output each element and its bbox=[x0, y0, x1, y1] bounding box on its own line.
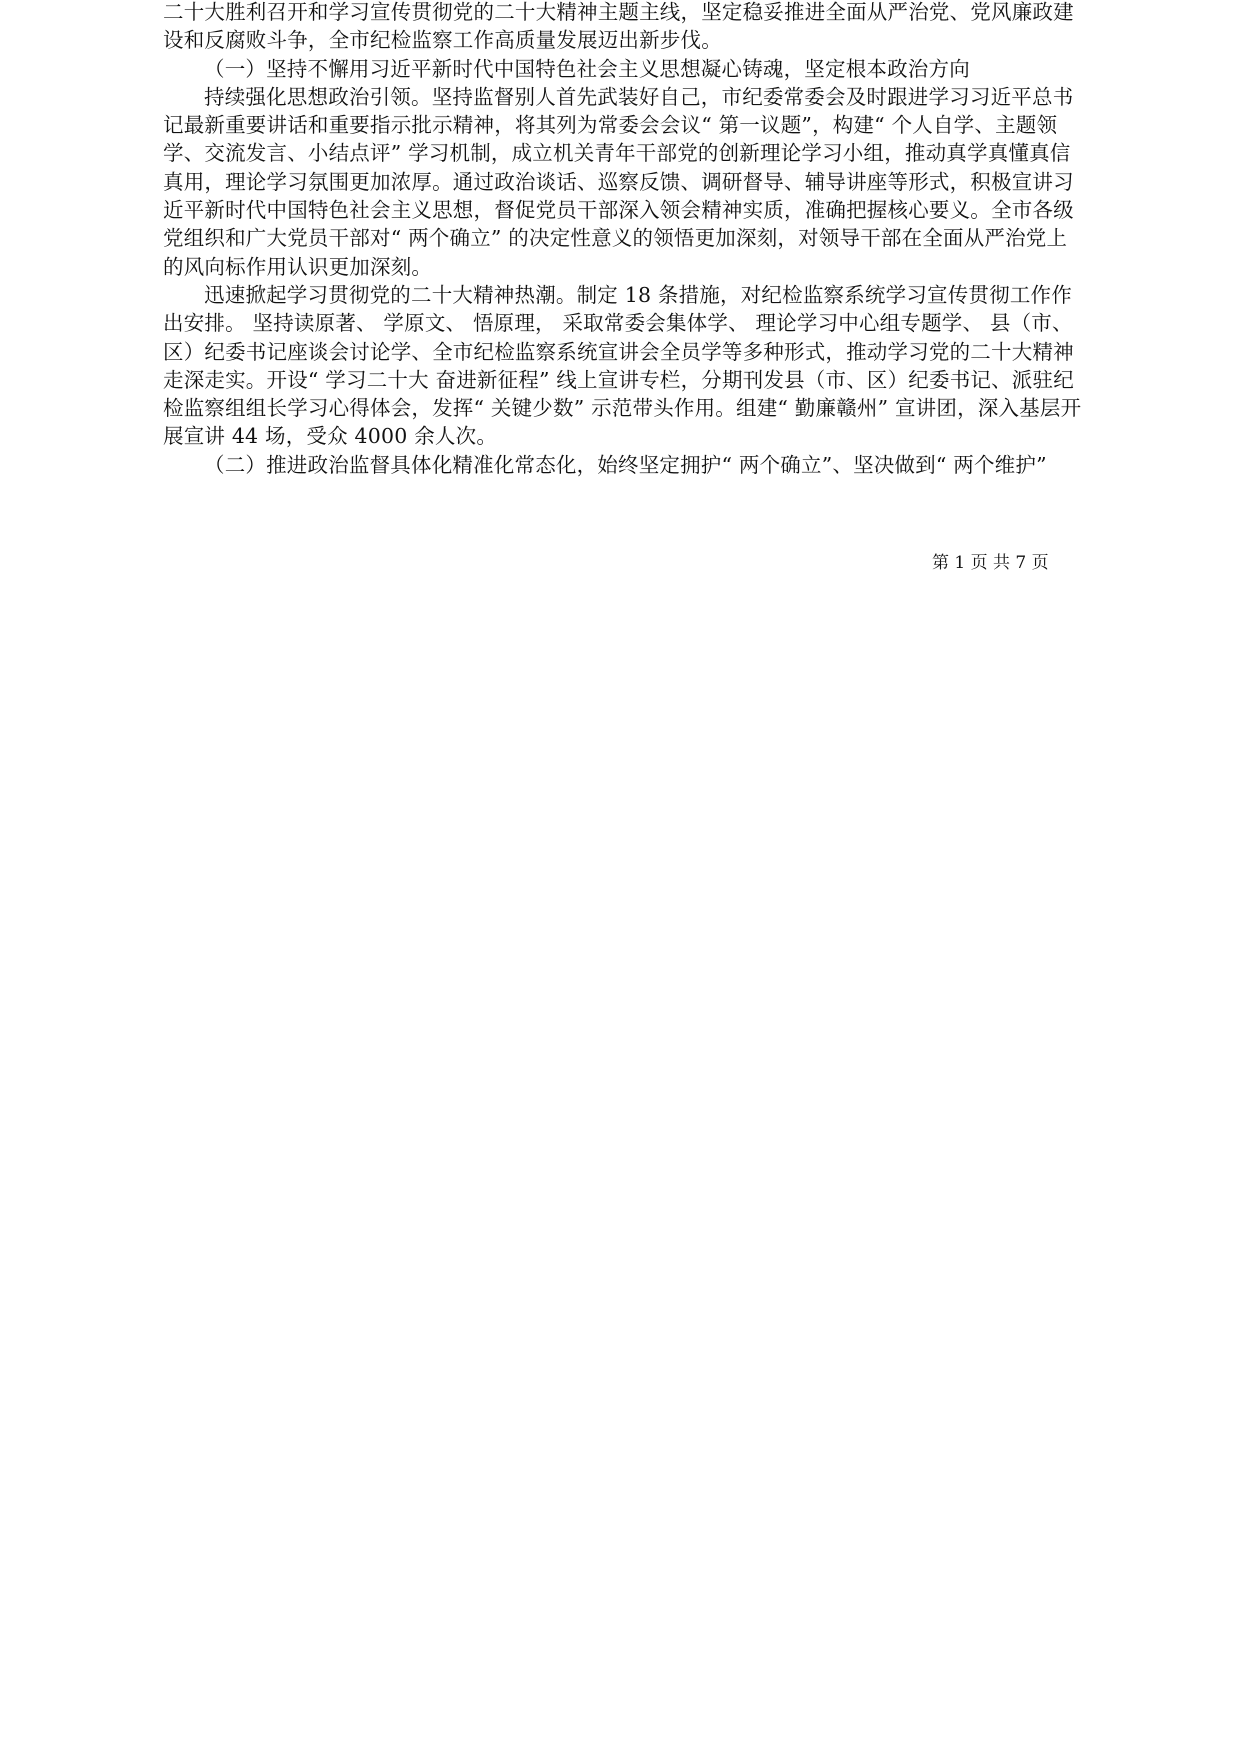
section-heading-1: （一）坚持不懈用习近平新时代中国特色社会主义思想凝心铸魂，坚定根本政治方向 bbox=[204, 56, 970, 81]
page-number: 第 1 页 共 7 页 bbox=[932, 553, 1049, 573]
section-heading-2: （二）推进政治监督具体化精准化常态化，始终坚定拥护“ 两个确立”、坚决做到“ 两个维护” bbox=[204, 452, 1047, 477]
paragraph-study-campaign: 迅速掀起学习贯彻党的二十大精神热潮。制定 18 条措施，对纪检监察系统学习宣传贯彻工作作出安排。 坚持读原著、 学原文、 悟原理， 采取常委会集体学、 理论学习中心组专题学、 县（市、区）纪委书记座谈会讨论学、全市纪检监察系统宣讲会全员学等多种形式，推动学习党的二十大精神走深走实。开设“ 学习二十大 奋进新征程” 线上宣讲专栏，分期刊发县（市、区）纪委书记、派驻纪检监察组组长学习心得体会，发挥“ 关键少数” 示范带头作用。组建“ 勤廉赣州” 宣讲团，深入基层开展宣讲 44 场，受众 4000 余人次。 bbox=[163, 282, 1082, 449]
document-body bbox=[163, 0, 1087, 479]
paragraph-intro-continuation: 二十大胜利召开和学习宣传贯彻党的二十大精神主题主线，坚定稳妥推进全面从严治党、党风廉政建设和反腐败斗争，全市纪检监察工作高质量发展迈出新步伐。 bbox=[163, 0, 1074, 53]
paragraph-ideological-guidance: 持续强化思想政治引领。坚持监督别人首先武装好自己，市纪委常委会及时跟进学习习近平总书记最新重要讲话和重要指示批示精神，将其列为常委会会议“ 第一议题”，构建“ 个人自学、主题领学、交流发言、小结点评” 学习机制，成立机关青年干部党的创新理论学习小组，推动真学真懂真信真用，理论学习氛围更加浓厚。通过政治谈话、巡察反馈、调研督导、辅导讲座等形式，积极宣讲习近平新时代中国特色社会主义思想，督促党员干部深入领会精神实质，准确把握核心要义。全市各级党组织和广大党员干部对“ 两个确立” 的决定性意义的领悟更加深刻，对领导干部在全面从严治党上的风向标作用认识更加深刻。 bbox=[163, 84, 1074, 279]
